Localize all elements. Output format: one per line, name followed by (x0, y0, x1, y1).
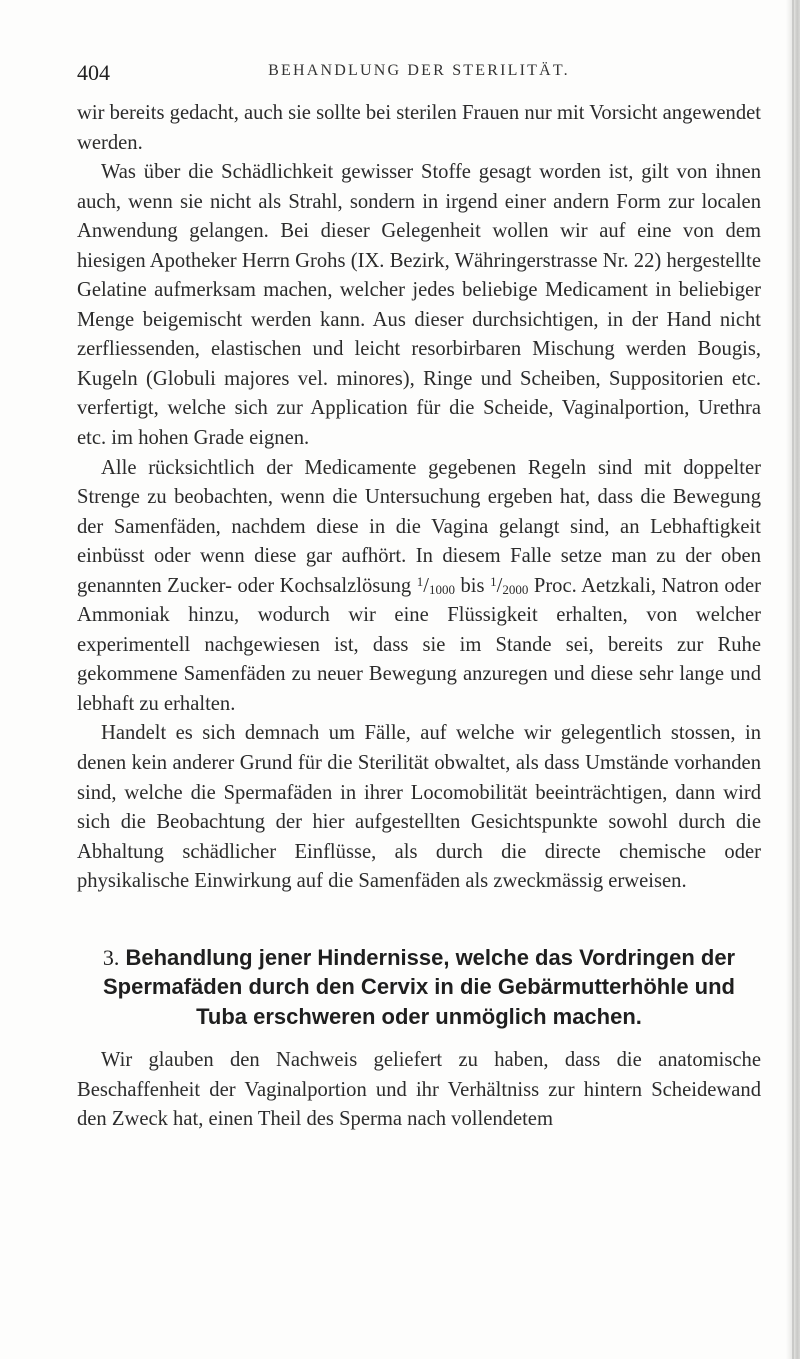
paragraph-gelatine: Was über die Schädlichkeit gewisser Stoffe gesagt worden ist, gilt von ihnen auch, wenn sie nicht als Strahl, sondern in irgend einer andern Form zur localen Anwendung gelangen. Bei dieser Gelegenheit wollen wir auf eine von dem hiesigen Apotheker Herrn Grohs (IX. Bezirk, Währingerstrasse Nr. 22) hergestellte Gelatine aufmerksam machen, welcher jedes beliebige Medicament in beliebiger Menge beigemischt werden kann. Aus dieser durchsichtigen, in der Hand nicht zerfliessenden, elastischen und leicht resorbirbaren Mischung werden Bougis, Kugeln (Globuli majores vel. minores), Ringe und Scheiben, Suppositorien etc. verfertigt, welche sich zur Application für die Scheide, Vaginalportion, Urethra etc. im hohen Grade eignen. (77, 161, 761, 450)
fraction-one-two-thousandth: $^1/_{2000}$ (490, 573, 529, 597)
fraction-numerator: 1 (416, 573, 424, 589)
fraction-denominator: 2000 (502, 581, 529, 597)
running-head-title: BEHANDLUNG DER STERILITÄT. (268, 62, 570, 79)
section-body (77, 1046, 761, 1135)
paragraph-conclusion: Handelt es sich demnach um Fälle, auf welche wir gelegentlich stossen, in denen kein anderer Grund für die Sterilität obwaltet, als dass Umstände vorhanden sind, welche die Spermafäden in ihrer Locomobilität beeinträchtigen, dann wird sich die Beobachtung der hier aufgestellten Gesichtspunkte sowohl durch die Abhaltung schädlicher Einflüsse, als durch die directe chemische oder physikalische Einwirkung auf die Samenfäden als zweckmässig erweisen. (77, 722, 761, 893)
paragraph-continuation: wir bereits gedacht, auch sie sollte bei sterilen Frauen nur mit Vorsicht angewendet werden. (77, 102, 761, 154)
page-edge-line (792, 0, 794, 1359)
fraction-connector: bis (460, 574, 485, 597)
paragraph-text-after-fraction: Proc. Aetzkali, Natron oder Ammoniak hinzu, wodurch wir eine Flüssigkeit erhalten, von welcher experimentell nachgewiesen ist, dass sie im Stande sei, bereits zur Ruhe gekommene Samenfäden zu neuer Bewegung anzuregen und diese sehr lange und lebhaft zu erhalten. (77, 574, 761, 715)
page-number: 404 (77, 60, 110, 85)
page-content (77, 60, 761, 1135)
section-number: 3. (102, 944, 120, 970)
section-heading (77, 943, 761, 1032)
fraction-numerator: 1 (490, 573, 497, 589)
running-head (77, 60, 761, 90)
section-title: Behandlung jener Hindernisse, welche das Vordringen der Spermafäden durch den Cervix in die Gebärmutterhöhle und Tuba erschweren oder unmöglich machen. (102, 944, 736, 1029)
fraction-one-thousandth: $^1/_{1000}$ (416, 573, 455, 597)
fraction-denominator: 1000 (428, 581, 455, 597)
paragraph-section-start: Wir glauben den Nachweis geliefert zu haben, dass die anatomische Beschaffenheit der Vaginalportion und ihr Verhältniss zur hintern Scheidewand den Zweck hat, einen Theil des Sperma nach vollendetem (77, 1049, 761, 1131)
body-text (77, 99, 761, 897)
paragraph-text-before-fraction: Alle rücksichtlich der Medicamente gegebenen Regeln sind mit doppelter Strenge zu beobachten, wenn die Untersuchung ergeben hat, dass die Bewegung der Samenfäden, nachdem diese in die Vagina gelangt sind, an Lebhaftigkeit einbüsst oder wenn diese gar aufhört. In diesem Falle setze man zu der oben genannten Zucker- oder Kochsalzlösung (77, 456, 761, 597)
paragraph-medicament-rules (77, 454, 761, 720)
